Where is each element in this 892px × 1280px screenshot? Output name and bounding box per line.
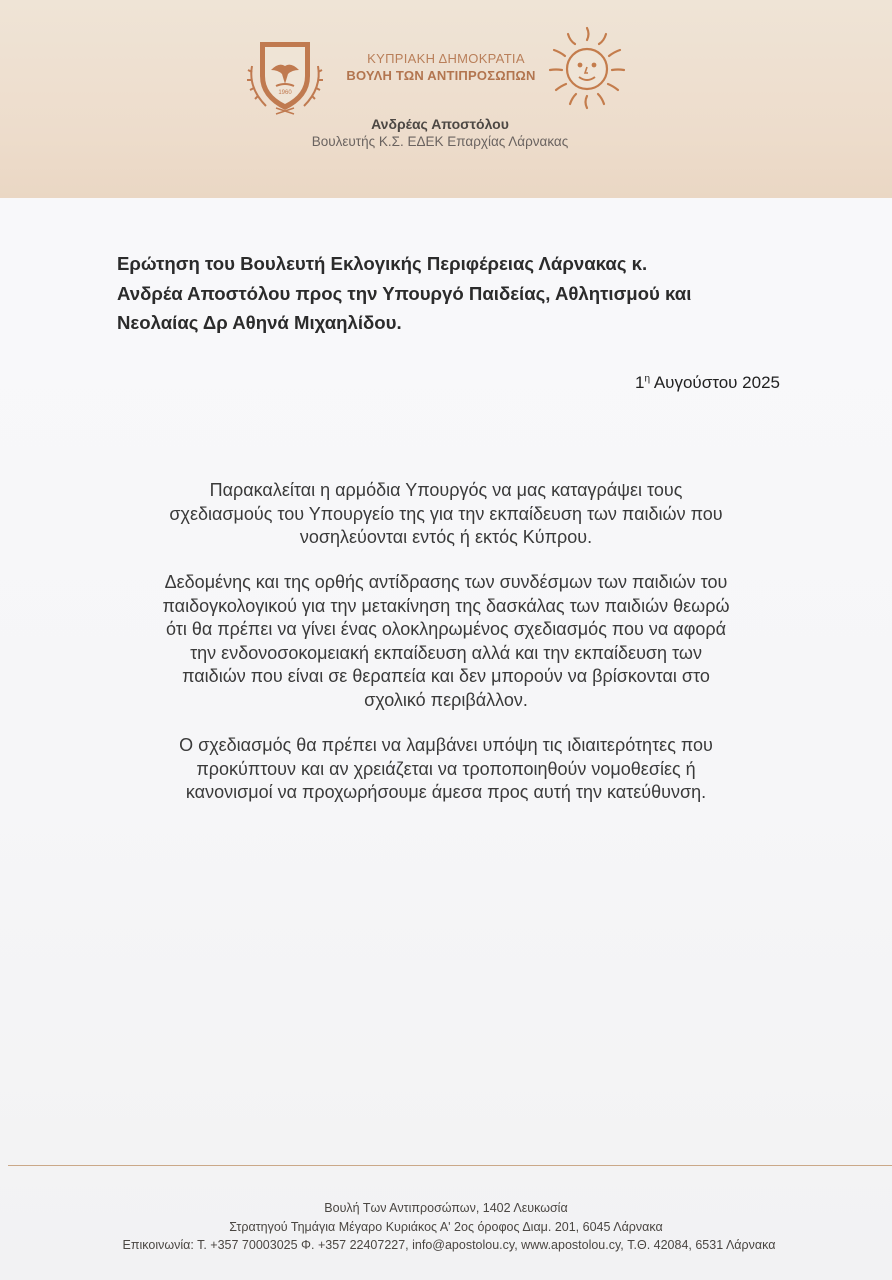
body-paragraph [0,734,892,805]
paragraph-line: Παρακαλείται η αρμόδια Υπουργός να μας καταγράψει τους [209,480,683,500]
letterhead [0,0,892,198]
paragraph-line: σχολικό περιβάλλον. [364,689,528,710]
paragraph-line: παιδογκολογικού για την μετακίνηση της δασκάλας των παιδιών θεωρώ [162,595,730,616]
parliament-name: ΒΟΥΛΗ ΤΩΝ ΑΝΤΙΠΡΟΣΩΠΩΝ [346,68,536,83]
paragraph-line: Δεδομένης και της ορθής αντίδρασης των συνδέσμων των παιδιών του [164,572,728,592]
member-name: Ανδρέας Αποστόλου [371,116,509,132]
paragraph-line: σχεδιασμούς του Υπουργείο της για την εκπαίδευση των παιδιών που [169,503,723,524]
footer-divider [8,1165,892,1166]
date-day: 1 [635,373,645,392]
svg-text:1960: 1960 [278,90,292,96]
title-line: Ανδρέα Αποστόλου προς την Υπουργό Παιδείας, Αθλητισμού και [117,282,692,304]
coat-of-arms-icon [246,36,324,116]
paragraph-line: παιδιών που είναι σε θεραπεία και δεν μπορούν να βρίσκονται στο [182,666,710,687]
letter-date [0,373,780,393]
paragraph-line: κανονισμοί να προχωρήσουμε άμεσα προς αυτή την κατεύθυνση. [185,782,707,803]
footer-contact: Επικοινωνία: Τ. +357 70003025 Φ. +357 22407227, info@apostolou.cy, www.apostolou.cy, Τ.Θ. 42084, 6531 Λάρνακα [122,1238,776,1252]
member-role: Βουλευτής Κ.Σ. ΕΔΕΚ Επαρχίας Λάρνακας [311,134,569,149]
paragraph-line: ότι θα πρέπει να γίνει ένας ολοκληρωμένος σχεδιασμός που να αφορά [165,619,727,640]
institution-name: ΚΥΠΡΙΑΚΗ ΔΗΜΟΚΡΑΤΙΑ [367,51,525,66]
sun-emblem-icon [546,24,628,112]
footer-address: Βουλή Των Αντιπροσώπων, 1402 Λευκωσία [324,1201,568,1215]
paragraph-line: νοσηλεύονται εντός ή εκτός Κύπρου. [299,527,593,548]
paragraph-line: την ενδονοσοκομειακή εκπαίδευση αλλά και την εκπαίδευση των [190,642,702,663]
title-line: Ερώτηση του Βουλευτή Εκλογικής Περιφέρειας Λάρνακας κ. [117,253,648,274]
body-paragraph [0,571,892,713]
date-month-year: Αυγούστου 2025 [653,373,780,392]
body-paragraph [0,479,892,550]
footer-office-address: Στρατηγού Τημάγια Μέγαρο Κυριάκος Α' 2ος όροφος Διαμ. 201, 6045 Λάρνακα [229,1220,663,1234]
date-ordinal: η [644,373,651,385]
paragraph-line: Ο σχεδιασμός θα πρέπει να λαμβάνει υπόψη τις ιδιαιτερότητες που [179,735,713,755]
question-title [117,249,797,338]
paragraph-line: προκύπτουν και αν χρειάζεται να τροποποιηθούν νομοθεσίες ή [196,758,696,779]
title-line: Νεολαίας Δρ Αθηνά Μιχαηλίδου. [117,312,402,333]
